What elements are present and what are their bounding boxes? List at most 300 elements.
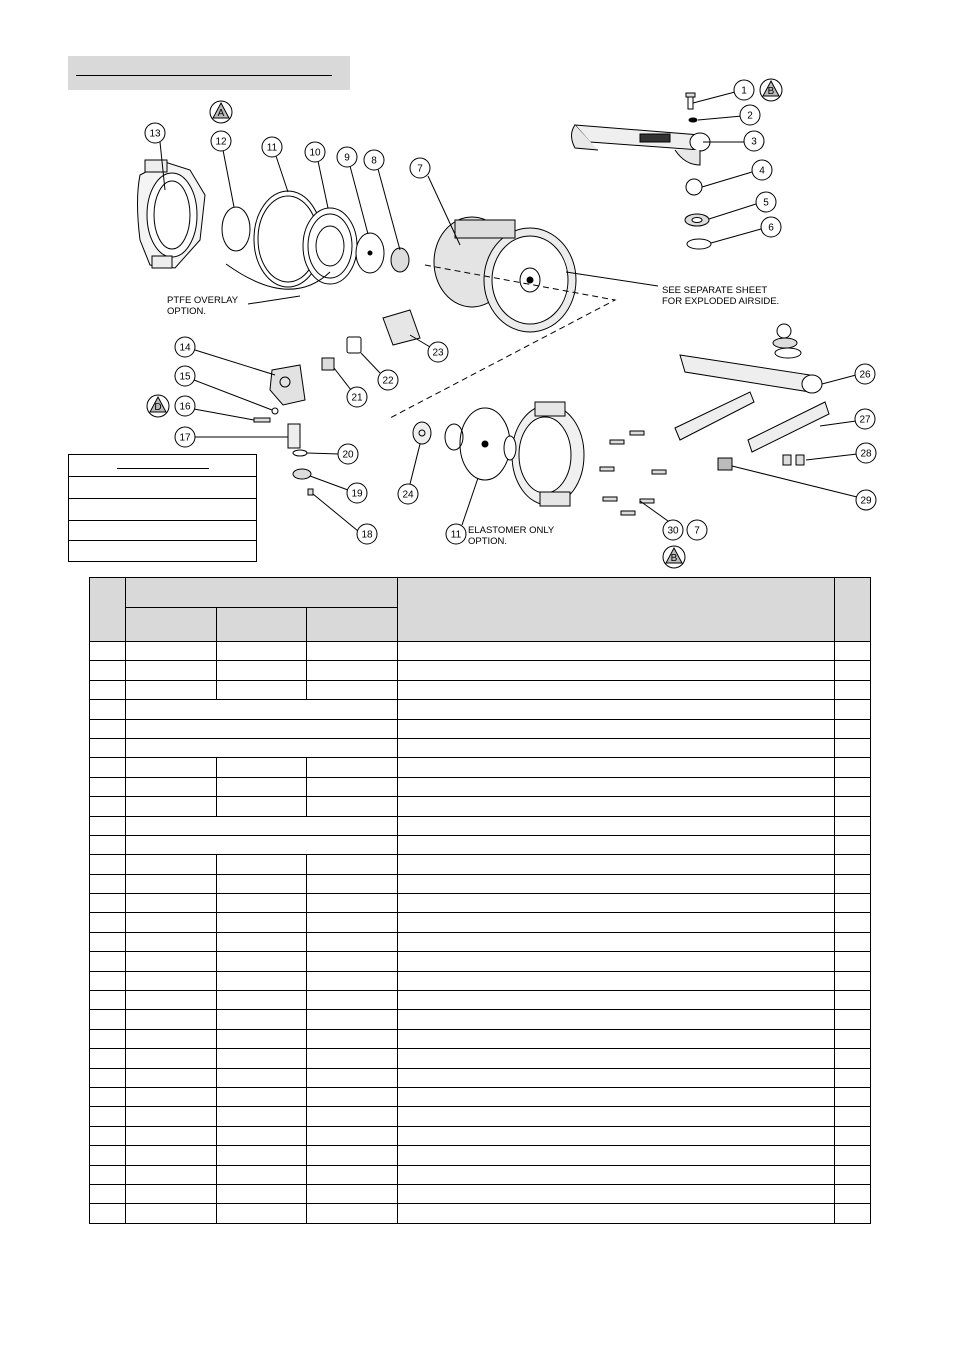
table-cell [306, 913, 397, 932]
callout-8 [364, 150, 384, 170]
header-description-col [397, 578, 834, 642]
part-26-inlet-manifold [680, 324, 822, 393]
table-cell [397, 777, 834, 796]
table-cell [306, 932, 397, 951]
table-row [90, 661, 871, 680]
table-cell [397, 1126, 834, 1145]
table-row [90, 797, 871, 816]
parts-table [89, 577, 871, 1224]
part-12-disc [222, 207, 250, 251]
table-cell [125, 1049, 216, 1068]
callout-6 [761, 217, 781, 237]
table-cell [306, 1010, 397, 1029]
callout-number: 20 [342, 449, 354, 461]
table-cell [306, 1204, 397, 1223]
table-cell [306, 797, 397, 816]
table-cell [216, 991, 306, 1010]
table-cell [397, 738, 834, 757]
table-cell [125, 835, 397, 854]
part-23-gasket [383, 310, 420, 345]
ptfe-pointer [248, 296, 300, 304]
table-cell [306, 661, 397, 680]
badge-letter: D [154, 402, 162, 413]
callout-number: 7 [417, 163, 423, 175]
table-row [90, 855, 871, 874]
table-cell [90, 855, 126, 874]
table-cell [90, 1029, 126, 1048]
table-cell [125, 797, 216, 816]
callout-4 [752, 160, 772, 180]
table-cell [90, 932, 126, 951]
table-cell [216, 971, 306, 990]
callout-number: 21 [351, 392, 363, 404]
table-row [90, 1184, 871, 1203]
callout-29 [856, 490, 876, 510]
table-cell [125, 700, 397, 719]
badge-b [760, 79, 782, 101]
table-cell [216, 680, 306, 699]
callout-13 [145, 123, 165, 143]
table-cell [397, 1029, 834, 1048]
callout-number: 1 [741, 85, 747, 97]
part-28-foot [783, 455, 804, 465]
table-cell [397, 758, 834, 777]
part-21-block [322, 358, 334, 370]
table-cell [397, 1204, 834, 1223]
table-cell [397, 855, 834, 874]
table-cell [125, 738, 397, 757]
callout-number: 27 [859, 414, 871, 426]
table-row [90, 835, 871, 854]
table-cell [835, 1146, 871, 1165]
table-cell [835, 816, 871, 835]
airside-leader [566, 272, 658, 286]
table-cell [125, 1029, 216, 1048]
table-cell [125, 816, 397, 835]
table-cell [216, 661, 306, 680]
table-cell [216, 874, 306, 893]
table-cell [397, 971, 834, 990]
table-cell [216, 1068, 306, 1087]
callout-7 [687, 520, 707, 540]
callout-number: 9 [344, 152, 350, 164]
part-24-plate [413, 422, 431, 444]
table-cell [397, 894, 834, 913]
callout-number: 12 [215, 136, 227, 148]
table-cell [90, 816, 126, 835]
table-cell [306, 894, 397, 913]
table-cell [397, 797, 834, 816]
table-cell [835, 991, 871, 1010]
header-sub-col-2 [216, 608, 306, 642]
table-cell [216, 1029, 306, 1048]
callout-number: 18 [361, 529, 373, 541]
table-cell [90, 1204, 126, 1223]
table-cell [306, 1029, 397, 1048]
table-cell [90, 758, 126, 777]
table-cell [125, 1068, 216, 1087]
table-cell [306, 991, 397, 1010]
callout-number: 10 [309, 147, 321, 159]
part-lower-liquid-chamber [512, 402, 584, 506]
table-cell [125, 661, 216, 680]
table-cell [835, 835, 871, 854]
table-cell [835, 719, 871, 738]
table-cell [835, 642, 871, 661]
callout-28 [856, 443, 876, 463]
table-cell [397, 1146, 834, 1165]
table-cell [90, 1126, 126, 1145]
callout-number: 17 [179, 432, 191, 444]
table-cell [90, 1107, 126, 1126]
table-cell [90, 1087, 126, 1106]
legend-row [69, 455, 256, 477]
part-22-pilot-gasket [347, 337, 361, 353]
part-4-ball [686, 179, 702, 195]
table-cell [835, 1204, 871, 1223]
table-cell [835, 1010, 871, 1029]
table-row [90, 758, 871, 777]
part-18-screw [308, 489, 313, 495]
note-ptfe-line1: PTFE OVERLAY [167, 295, 239, 306]
table-row [90, 700, 871, 719]
table-cell [90, 700, 126, 719]
table-cell [835, 952, 871, 971]
badge-letter: B [670, 553, 678, 564]
table-cell [306, 952, 397, 971]
table-cell [125, 991, 216, 1010]
callout-1 [734, 80, 754, 100]
table-cell [125, 913, 216, 932]
part-9-plate [356, 233, 384, 273]
table-row [90, 874, 871, 893]
table-cell [306, 1184, 397, 1203]
table-cell [90, 1146, 126, 1165]
table-cell [125, 777, 216, 796]
callout-number: 16 [179, 401, 191, 413]
table-cell [216, 642, 306, 661]
table-row [90, 932, 871, 951]
table-cell [306, 1146, 397, 1165]
table-cell [90, 952, 126, 971]
callout-16 [175, 396, 195, 416]
table-cell [216, 1049, 306, 1068]
table-cell [125, 971, 216, 990]
table-cell [125, 1010, 216, 1029]
table-cell [125, 719, 397, 738]
table-cell [397, 1049, 834, 1068]
callout-number: 26 [859, 369, 871, 381]
callout-number: 19 [351, 488, 363, 500]
table-cell [835, 1049, 871, 1068]
table-cell [90, 894, 126, 913]
part-27-base-rails [675, 392, 829, 452]
part-20-o-ring [293, 450, 307, 456]
part-14-air-valve [270, 365, 305, 405]
callout-18 [357, 524, 377, 544]
table-cell [90, 835, 126, 854]
table-cell [90, 874, 126, 893]
callout-19 [347, 483, 367, 503]
table-cell [397, 680, 834, 699]
table-cell [835, 700, 871, 719]
table-cell [835, 874, 871, 893]
table-cell [835, 1068, 871, 1087]
table-row [90, 1049, 871, 1068]
table-cell [216, 1204, 306, 1223]
table-cell [90, 1165, 126, 1184]
table-cell [216, 1165, 306, 1184]
table-cell [90, 1049, 126, 1068]
callout-7 [410, 158, 430, 178]
table-cell [125, 855, 216, 874]
legend-row [69, 521, 256, 541]
callout-number: 6 [768, 222, 774, 234]
callout-number: 5 [763, 197, 769, 209]
table-cell [306, 642, 397, 661]
table-row [90, 816, 871, 835]
table-cell [125, 1126, 216, 1145]
table-cell [835, 1184, 871, 1203]
callout-17 [175, 427, 195, 447]
table-cell [306, 1126, 397, 1145]
table-cell [835, 738, 871, 757]
table-cell [216, 855, 306, 874]
table-cell [306, 680, 397, 699]
callout-2 [740, 105, 760, 125]
callout-22 [378, 370, 398, 390]
table-cell [90, 738, 126, 757]
callout-23 [428, 342, 448, 362]
badge-letter: A [217, 108, 225, 119]
callout-number: 29 [860, 495, 872, 507]
callout-15 [175, 366, 195, 386]
callout-number: 3 [751, 136, 757, 148]
table-cell [397, 1107, 834, 1126]
part-5-seat [685, 214, 709, 226]
table-cell [835, 1087, 871, 1106]
table-cell [397, 1087, 834, 1106]
table-cell [835, 932, 871, 951]
table-cell [397, 1165, 834, 1184]
callout-number: 4 [759, 165, 765, 177]
table-cell [125, 874, 216, 893]
callout-number: 7 [694, 525, 700, 537]
table-cell [125, 680, 216, 699]
table-cell [397, 835, 834, 854]
callout-number: 30 [667, 525, 679, 537]
table-cell [397, 952, 834, 971]
table-cell [397, 816, 834, 835]
table-row [90, 719, 871, 738]
table-cell [397, 1184, 834, 1203]
part-29-pad [718, 458, 732, 470]
table-cell [397, 932, 834, 951]
table-cell [90, 971, 126, 990]
table-cell [397, 913, 834, 932]
callout-number: 2 [747, 110, 753, 122]
part-15-o-ring [272, 408, 278, 414]
table-row [90, 1204, 871, 1223]
table-cell [306, 758, 397, 777]
table-cell [306, 777, 397, 796]
table-cell [216, 1146, 306, 1165]
table-cell [397, 719, 834, 738]
table-cell [90, 1068, 126, 1087]
callout-12 [211, 131, 231, 151]
part-8-outer-plate [391, 248, 409, 272]
table-cell [90, 913, 126, 932]
table-cell [835, 758, 871, 777]
badge-a [210, 101, 232, 123]
part-19-cap [293, 469, 311, 479]
table-row [90, 1107, 871, 1126]
part-1-bolt [686, 93, 695, 109]
table-cell [125, 1146, 216, 1165]
table-row [90, 642, 871, 661]
table-row [90, 1146, 871, 1165]
table-cell [216, 952, 306, 971]
header-qty-col [835, 578, 871, 642]
table-cell [835, 894, 871, 913]
callout-20 [338, 444, 358, 464]
note-ptfe-line2: OPTION. [167, 306, 207, 317]
callout-number: 28 [860, 448, 872, 460]
table-cell [397, 700, 834, 719]
callout-number: 8 [371, 155, 377, 167]
legend-box [68, 454, 257, 562]
table-cell [90, 642, 126, 661]
legend-row [69, 499, 256, 521]
badge-d [147, 395, 169, 417]
callout-26 [855, 364, 875, 384]
table-cell [125, 894, 216, 913]
badge-letter: B [767, 86, 775, 97]
table-row [90, 991, 871, 1010]
table-cell [216, 913, 306, 932]
callout-10 [305, 142, 325, 162]
table-cell [397, 991, 834, 1010]
table-cell [90, 661, 126, 680]
callout-number: 14 [179, 342, 191, 354]
table-row [90, 1029, 871, 1048]
table-cell [90, 719, 126, 738]
table-cell [306, 1107, 397, 1126]
table-cell [125, 1087, 216, 1106]
table-cell [306, 874, 397, 893]
table-cell [306, 1165, 397, 1184]
table-cell [216, 1126, 306, 1145]
part-3-discharge-manifold [572, 125, 711, 165]
table-cell [835, 777, 871, 796]
note-airside-line1: SEE SEPARATE SHEET [662, 285, 768, 296]
table-cell [397, 874, 834, 893]
table-cell [216, 758, 306, 777]
table-cell [125, 642, 216, 661]
table-cell [125, 1107, 216, 1126]
table-cell [90, 1010, 126, 1029]
table-row [90, 952, 871, 971]
callout-11 [446, 524, 466, 544]
table-cell [125, 1184, 216, 1203]
table-cell [125, 1165, 216, 1184]
table-cell [216, 894, 306, 913]
callout-30 [663, 520, 683, 540]
callout-9 [337, 147, 357, 167]
callout-14 [175, 337, 195, 357]
table-cell [125, 758, 216, 777]
callout-11 [262, 137, 282, 157]
table-row [90, 1010, 871, 1029]
table-row [90, 738, 871, 757]
table-row [90, 1165, 871, 1184]
table-cell [306, 1068, 397, 1087]
table-cell [835, 1165, 871, 1184]
header-part-number-group [125, 578, 397, 608]
table-cell [835, 661, 871, 680]
part-13-liquid-chamber [138, 160, 206, 268]
table-cell [90, 1184, 126, 1203]
table-row [90, 1126, 871, 1145]
callout-number: 11 [266, 142, 278, 154]
table-cell [835, 797, 871, 816]
header-item-col [90, 578, 126, 642]
table-row [90, 894, 871, 913]
table-row [90, 913, 871, 932]
table-cell [125, 1204, 216, 1223]
callout-21 [347, 387, 367, 407]
table-cell [397, 1068, 834, 1087]
table-cell [397, 642, 834, 661]
callout-27 [855, 409, 875, 429]
table-cell [835, 1126, 871, 1145]
part-11-lower-diaphragm [460, 408, 516, 480]
note-elastomer-line2: OPTION. [468, 536, 508, 547]
callout-number: 11 [450, 529, 462, 541]
part-2-washer [689, 118, 697, 122]
callout-5 [756, 192, 776, 212]
callout-number: 15 [179, 371, 191, 383]
callout-number: 23 [432, 347, 444, 359]
lower-bolts [600, 431, 666, 515]
table-cell [306, 971, 397, 990]
badge-b [663, 546, 685, 568]
note-airside-line2: FOR EXPLODED AIRSIDE. [662, 296, 780, 307]
table-cell [835, 1029, 871, 1048]
table-cell [90, 680, 126, 699]
table-cell [835, 680, 871, 699]
table-cell [397, 1010, 834, 1029]
table-cell [216, 797, 306, 816]
table-cell [216, 1107, 306, 1126]
table-cell [835, 913, 871, 932]
callout-number: 24 [402, 489, 414, 501]
table-cell [216, 1184, 306, 1203]
table-row [90, 971, 871, 990]
part-6-o-ring [687, 239, 711, 249]
table-cell [835, 855, 871, 874]
legend-row [69, 477, 256, 499]
table-cell [306, 1087, 397, 1106]
callout-number: 13 [149, 128, 161, 140]
table-cell [216, 1087, 306, 1106]
table-cell [216, 1010, 306, 1029]
note-elastomer-line1: ELASTOMER ONLY [468, 525, 555, 536]
legend-heading-line [117, 468, 209, 469]
table-cell [90, 991, 126, 1010]
table-cell [216, 932, 306, 951]
table-row [90, 680, 871, 699]
